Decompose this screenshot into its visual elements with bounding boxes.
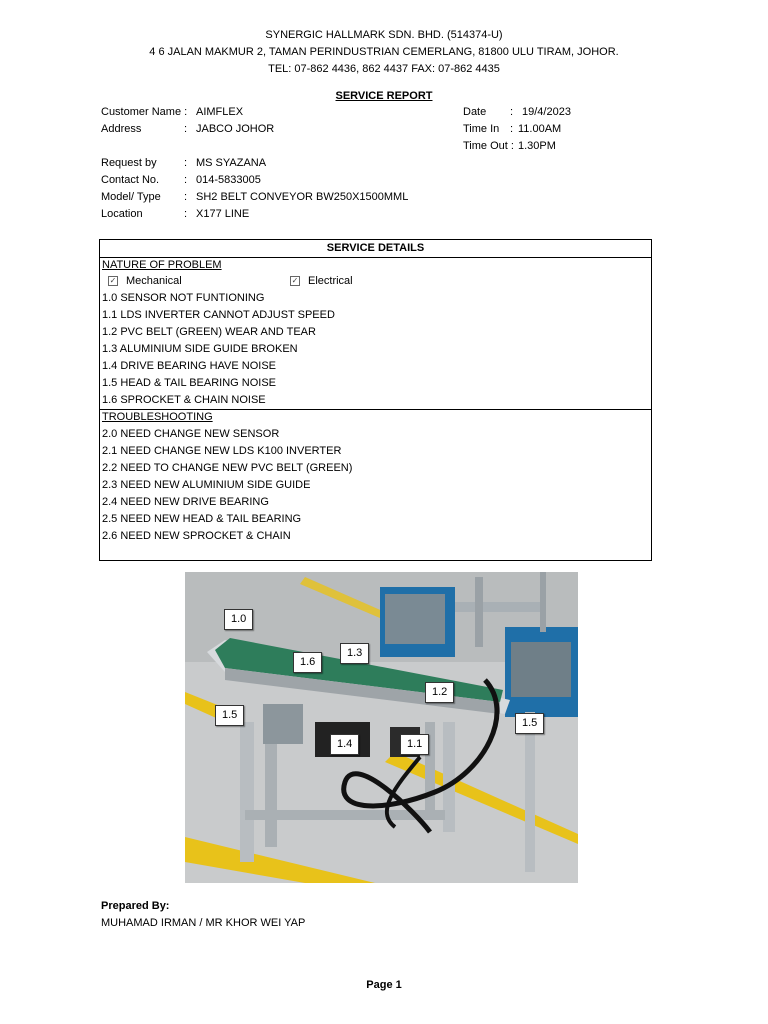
company-name: SYNERGIC HALLMARK SDN. BHD. (514374-U) — [265, 29, 503, 41]
model-value: SH2 BELT CONVEYOR BW250X1500MML — [196, 191, 409, 203]
customer-label: Customer Name : — [101, 106, 188, 118]
checkbox-mechanical-icon: ✓ — [109, 276, 117, 286]
troubleshooting-item: 2.2 NEED TO CHANGE NEW PVC BELT (GREEN) — [102, 462, 353, 474]
time-in-value: 11.00AM — [518, 123, 562, 135]
problem-item: 1.6 SPROCKET & CHAIN NOISE — [102, 394, 266, 406]
prepared-by-label: Prepared By: — [101, 900, 170, 912]
time-out-value: 1.30PM — [518, 140, 556, 152]
checkbox-mechanical[interactable] — [108, 274, 182, 289]
troubleshooting-item: 2.3 NEED NEW ALUMINIUM SIDE GUIDE — [102, 479, 311, 491]
date-value: 19/4/2023 — [522, 106, 571, 118]
problem-item: 1.4 DRIVE BEARING HAVE NOISE — [102, 360, 277, 372]
problem-item: 1.1 LDS INVERTER CANNOT ADJUST SPEED — [102, 309, 335, 321]
troubleshooting-heading: TROUBLESHOOTING — [102, 411, 213, 423]
troubleshooting-item: 2.5 NEED NEW HEAD & TAIL BEARING — [102, 513, 302, 525]
request-colon: : — [184, 157, 188, 169]
photo-label: 1.6 — [293, 652, 322, 673]
location-label: Location — [101, 208, 143, 220]
problem-item: 1.0 SENSOR NOT FUNTIONING — [102, 292, 265, 304]
service-details-box — [99, 239, 652, 561]
report-title: SERVICE REPORT — [335, 90, 433, 102]
service-details-header: SERVICE DETAILS — [100, 240, 651, 258]
contact-label: Contact No. — [101, 174, 160, 186]
checkbox-electrical[interactable] — [290, 274, 353, 289]
location-value: X177 LINE — [196, 208, 250, 220]
date-label: Date — [463, 106, 487, 118]
photo-label: 1.2 — [425, 682, 454, 703]
nature-of-problem-heading: NATURE OF PROBLEM — [102, 259, 222, 271]
location-colon: : — [184, 208, 188, 220]
checkbox-electrical-label: Electrical — [308, 275, 353, 287]
address-label: Address — [101, 123, 142, 135]
photo-label: 1.5 — [515, 713, 544, 734]
model-colon: : — [184, 191, 188, 203]
prepared-by-value: MUHAMAD IRMAN / MR KHOR WEI YAP — [101, 917, 306, 929]
troubleshooting-item: 2.4 NEED NEW DRIVE BEARING — [102, 496, 269, 508]
problem-item: 1.5 HEAD & TAIL BEARING NOISE — [102, 377, 277, 389]
time-out-label: Time Out : — [463, 140, 514, 152]
page-number: Page 1 — [366, 979, 402, 991]
conveyor-photo — [185, 572, 578, 883]
photo-label: 1.0 — [224, 609, 253, 630]
date-colon: : — [510, 106, 514, 118]
photo-label: 1.5 — [215, 705, 244, 726]
company-contact: TEL: 07-862 4436, 862 4437 FAX: 07-862 4435 — [268, 63, 500, 75]
checkbox-mechanical-label: Mechanical — [126, 275, 182, 287]
customer-value: AIMFLEX — [196, 106, 244, 118]
request-label: Request by — [101, 157, 157, 169]
photo-label: 1.1 — [400, 734, 429, 755]
time-in-label: Time In — [463, 123, 500, 135]
time-in-colon: : — [510, 123, 514, 135]
troubleshooting-item: 2.0 NEED CHANGE NEW SENSOR — [102, 428, 280, 440]
contact-value: 014-5833005 — [196, 174, 261, 186]
address-colon: : — [184, 123, 188, 135]
photo-label: 1.3 — [340, 643, 369, 664]
request-value: MS SYAZANA — [196, 157, 267, 169]
company-address: 4 6 JALAN MAKMUR 2, TAMAN PERINDUSTRIAN CEMERLANG, 81800 ULU TIRAM, JOHOR. — [149, 46, 619, 58]
troubleshooting-item: 2.6 NEED NEW SPROCKET & CHAIN — [102, 530, 291, 542]
troubleshooting-item: 2.1 NEED CHANGE NEW LDS K100 INVERTER — [102, 445, 342, 457]
problem-item: 1.2 PVC BELT (GREEN) WEAR AND TEAR — [102, 326, 316, 338]
contact-colon: : — [184, 174, 188, 186]
model-label: Model/ Type — [101, 191, 161, 203]
checkbox-electrical-icon: ✓ — [291, 276, 299, 286]
problem-item: 1.3 ALUMINIUM SIDE GUIDE BROKEN — [102, 343, 298, 355]
address-value: JABCO JOHOR — [196, 123, 275, 135]
photo-label: 1.4 — [330, 734, 359, 755]
